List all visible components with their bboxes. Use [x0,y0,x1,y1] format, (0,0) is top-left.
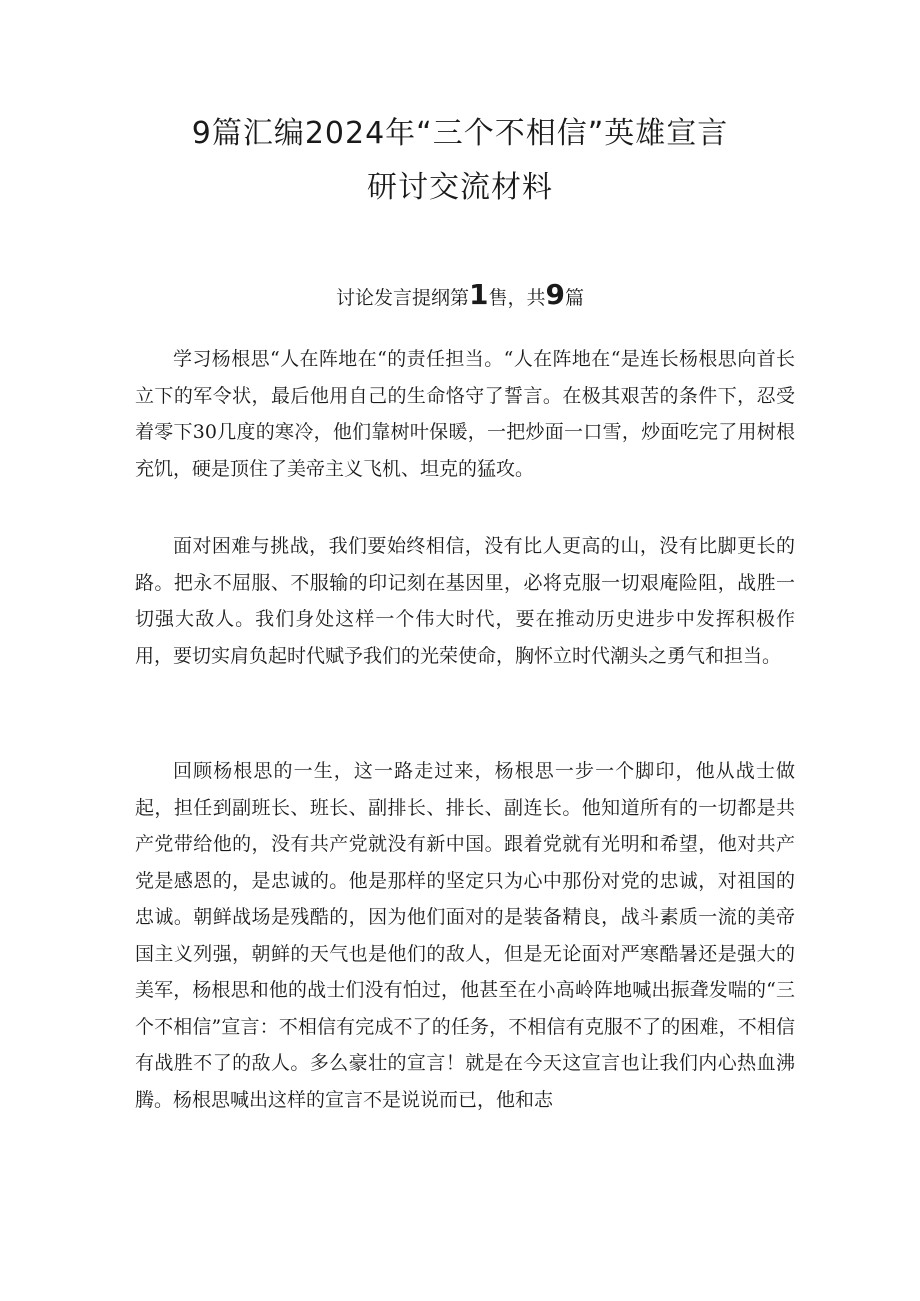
subtitle-prefix: 讨论发言提纲第 [335,287,469,309]
subtitle-suffix: 篇 [564,287,584,309]
subtitle-total-number: 9 [545,278,565,311]
document-subtitle [100,278,820,315]
document-title-line-2: 研讨交流材料 [367,170,553,205]
body-paragraph: 面对困难与挑战，我们要始终相信，没有比人更高的山，没有比脚更长的路。把永不屈服、不服输的印记刻在基因里，必将克服一切艰庵险阻，战胜一切强大敌人。我们身处这样一个伟大时代，要在推动历史进步中发挥积极作用，要切实肩负起时代赋予我们的光荣使命，胸怀立时代潮头之勇气和担当。 [135,535,795,667]
subtitle-part-number: 1 [469,278,489,311]
body-paragraph: 学习杨根思“人在阵地在“的责任担当。“人在阵地在“是连长杨根思向首长立下的军令状，最后他用自己的生命恪守了誓言。在极其艰苦的条件下，忍受着零下30几度的寒冷，他们靠树叶保暖，一把炒面一口雪，炒面吃完了用树根充饥，硬是顶住了美帝主义飞机、坦克的猛攻。 [135,348,795,480]
subtitle-middle: 售，共 [488,287,546,309]
body-paragraph: 回顾杨根思的一生，这一路走过来，杨根思一步一个脚印，他从战士做起，担任到副班长、班长、副排长、排长、副连长。他知道所有的一切都是共产党带给他的，没有共产党就没有新中国。跟着党就有光明和希望，他对共产党是感恩的，是忠诚的。他是那样的坚定只为心中那份对党的忠诚，对祖国的忠诚。朝鲜战场是残酷的，因为他们面对的是装备精良，战斗素质一流的美帝国主义列强，朝鲜的天气也是他们的敌人，但是无论面对严寒酷暑还是强大的美军，杨根思和他的战士们没有怕过，他甚至在小高岭阵地喊出振聋发喘的“三个不相信”宣言：不相信有完成不了的任务，不相信有克服不了的困难，不相信有战胜不了的敌人。多么豪壮的宣言！就是在今天这宣言也让我们内心热血沸腾。杨根思喊出这样的宣言不是说说而已，他和志 [135,760,795,1111]
document-title-line-1: 9篇汇编2024年“三个不相信”英雄宣言 [191,116,729,151]
